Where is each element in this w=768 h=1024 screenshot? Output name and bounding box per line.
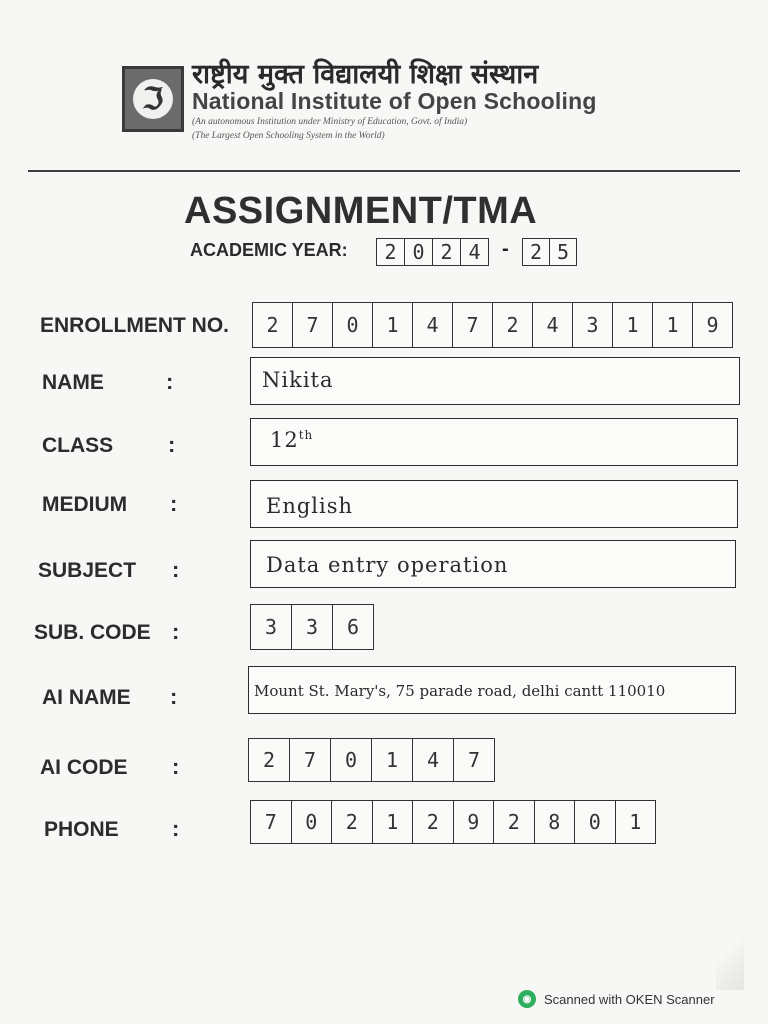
digit-box: 2 [493, 303, 533, 347]
digit-box: 3 [573, 303, 613, 347]
digit-box: 1 [373, 303, 413, 347]
enrollment-number-boxes [252, 302, 733, 348]
digit-box: 3 [251, 605, 292, 649]
class-suffix: th [298, 428, 314, 442]
name-label: NAME [42, 371, 104, 394]
digit-box: 9 [454, 801, 495, 843]
digit-box: 0 [292, 801, 333, 843]
class-number: 12 [270, 428, 299, 452]
scanner-text: Scanned with OKEN Scanner [544, 991, 715, 1007]
digit-box: 0 [575, 801, 616, 843]
digit-box: 7 [453, 303, 493, 347]
name-colon: : [166, 369, 174, 394]
header-divider [28, 170, 740, 172]
digit-box: 1 [629, 810, 642, 834]
digit-box: 2 [494, 801, 535, 843]
class-field [250, 418, 738, 466]
digit-box: 2 [377, 239, 405, 265]
academic-year-start-boxes [376, 238, 489, 266]
scanner-app-icon: ◉ [518, 990, 536, 1008]
subcode-colon: : [172, 619, 180, 644]
page-curl-shadow [716, 920, 744, 990]
digit-box: 7 [251, 801, 292, 843]
subcode-label: SUB. CODE [34, 621, 151, 644]
ai-code-colon: : [172, 754, 180, 779]
digit-box: 1 [372, 739, 413, 781]
nios-logo-icon: ℑ [133, 79, 173, 119]
medium-label: MEDIUM [42, 493, 128, 516]
digit-box: 1 [653, 303, 693, 347]
digit-box: 7 [293, 303, 333, 347]
digit-box: 2 [523, 239, 550, 265]
phone-boxes [250, 800, 656, 844]
medium-value: English [266, 494, 354, 518]
subject-label: SUBJECT [38, 559, 137, 582]
digit-box: 9 [706, 313, 719, 337]
institute-tagline-1: (An autonomous Institution under Ministry of Education, Govt. of India) [192, 117, 468, 127]
medium-colon: : [170, 491, 178, 516]
class-label: CLASS [42, 434, 114, 457]
digit-box: 2 [332, 801, 373, 843]
digit-box: 2 [413, 801, 454, 843]
subject-colon: : [172, 557, 180, 582]
digit-box: 1 [613, 303, 653, 347]
enrollment-label: ENROLLMENT NO. [40, 314, 229, 337]
name-value: Nikita [262, 368, 334, 392]
institute-tagline-2: (The Largest Open Schooling System in the World) [192, 131, 385, 141]
academic-year-end-boxes [522, 238, 577, 266]
digit-box: 0 [331, 739, 372, 781]
academic-year-label: ACADEMIC YEAR: [190, 240, 348, 260]
class-colon: : [168, 432, 176, 457]
digit-box: 8 [535, 801, 576, 843]
digit-box: 4 [533, 303, 573, 347]
ai-name-label: AI NAME [42, 686, 131, 709]
digit-box: 2 [249, 739, 290, 781]
ai-code-label: AI CODE [40, 756, 128, 779]
nios-logo [122, 66, 184, 132]
digit-box: 0 [405, 239, 433, 265]
digit-box: 5 [556, 240, 570, 264]
digit-box: 4 [413, 739, 454, 781]
page-title: ASSIGNMENT/TMA [184, 190, 538, 232]
digit-box: 2 [433, 239, 461, 265]
digit-box: 4 [413, 303, 453, 347]
digit-box: 2 [253, 303, 293, 347]
institute-name-english: National Institute of Open Schooling [192, 88, 597, 114]
digit-box: 7 [290, 739, 331, 781]
institute-name-hindi: राष्ट्रीय मुक्त विद्यालयी शिक्षा संस्थान [192, 59, 539, 90]
class-value [270, 428, 313, 452]
scanner-watermark [518, 990, 715, 1008]
phone-colon: : [172, 816, 180, 841]
digit-box: 6 [346, 615, 360, 639]
digit-box: 4 [468, 240, 481, 264]
digit-box: 7 [467, 748, 481, 772]
digit-box: 0 [333, 303, 373, 347]
ai-name-colon: : [170, 684, 178, 709]
academic-year-dash: - [502, 238, 509, 260]
subject-value: Data entry operation [266, 553, 509, 577]
phone-label: PHONE [44, 818, 119, 841]
digit-box: 3 [292, 605, 333, 649]
ai-name-value: Mount St. Mary's, 75 parade road, delhi cantt 110010 [254, 682, 666, 700]
ai-code-boxes [248, 738, 495, 782]
subcode-boxes [250, 604, 374, 650]
digit-box: 1 [373, 801, 414, 843]
